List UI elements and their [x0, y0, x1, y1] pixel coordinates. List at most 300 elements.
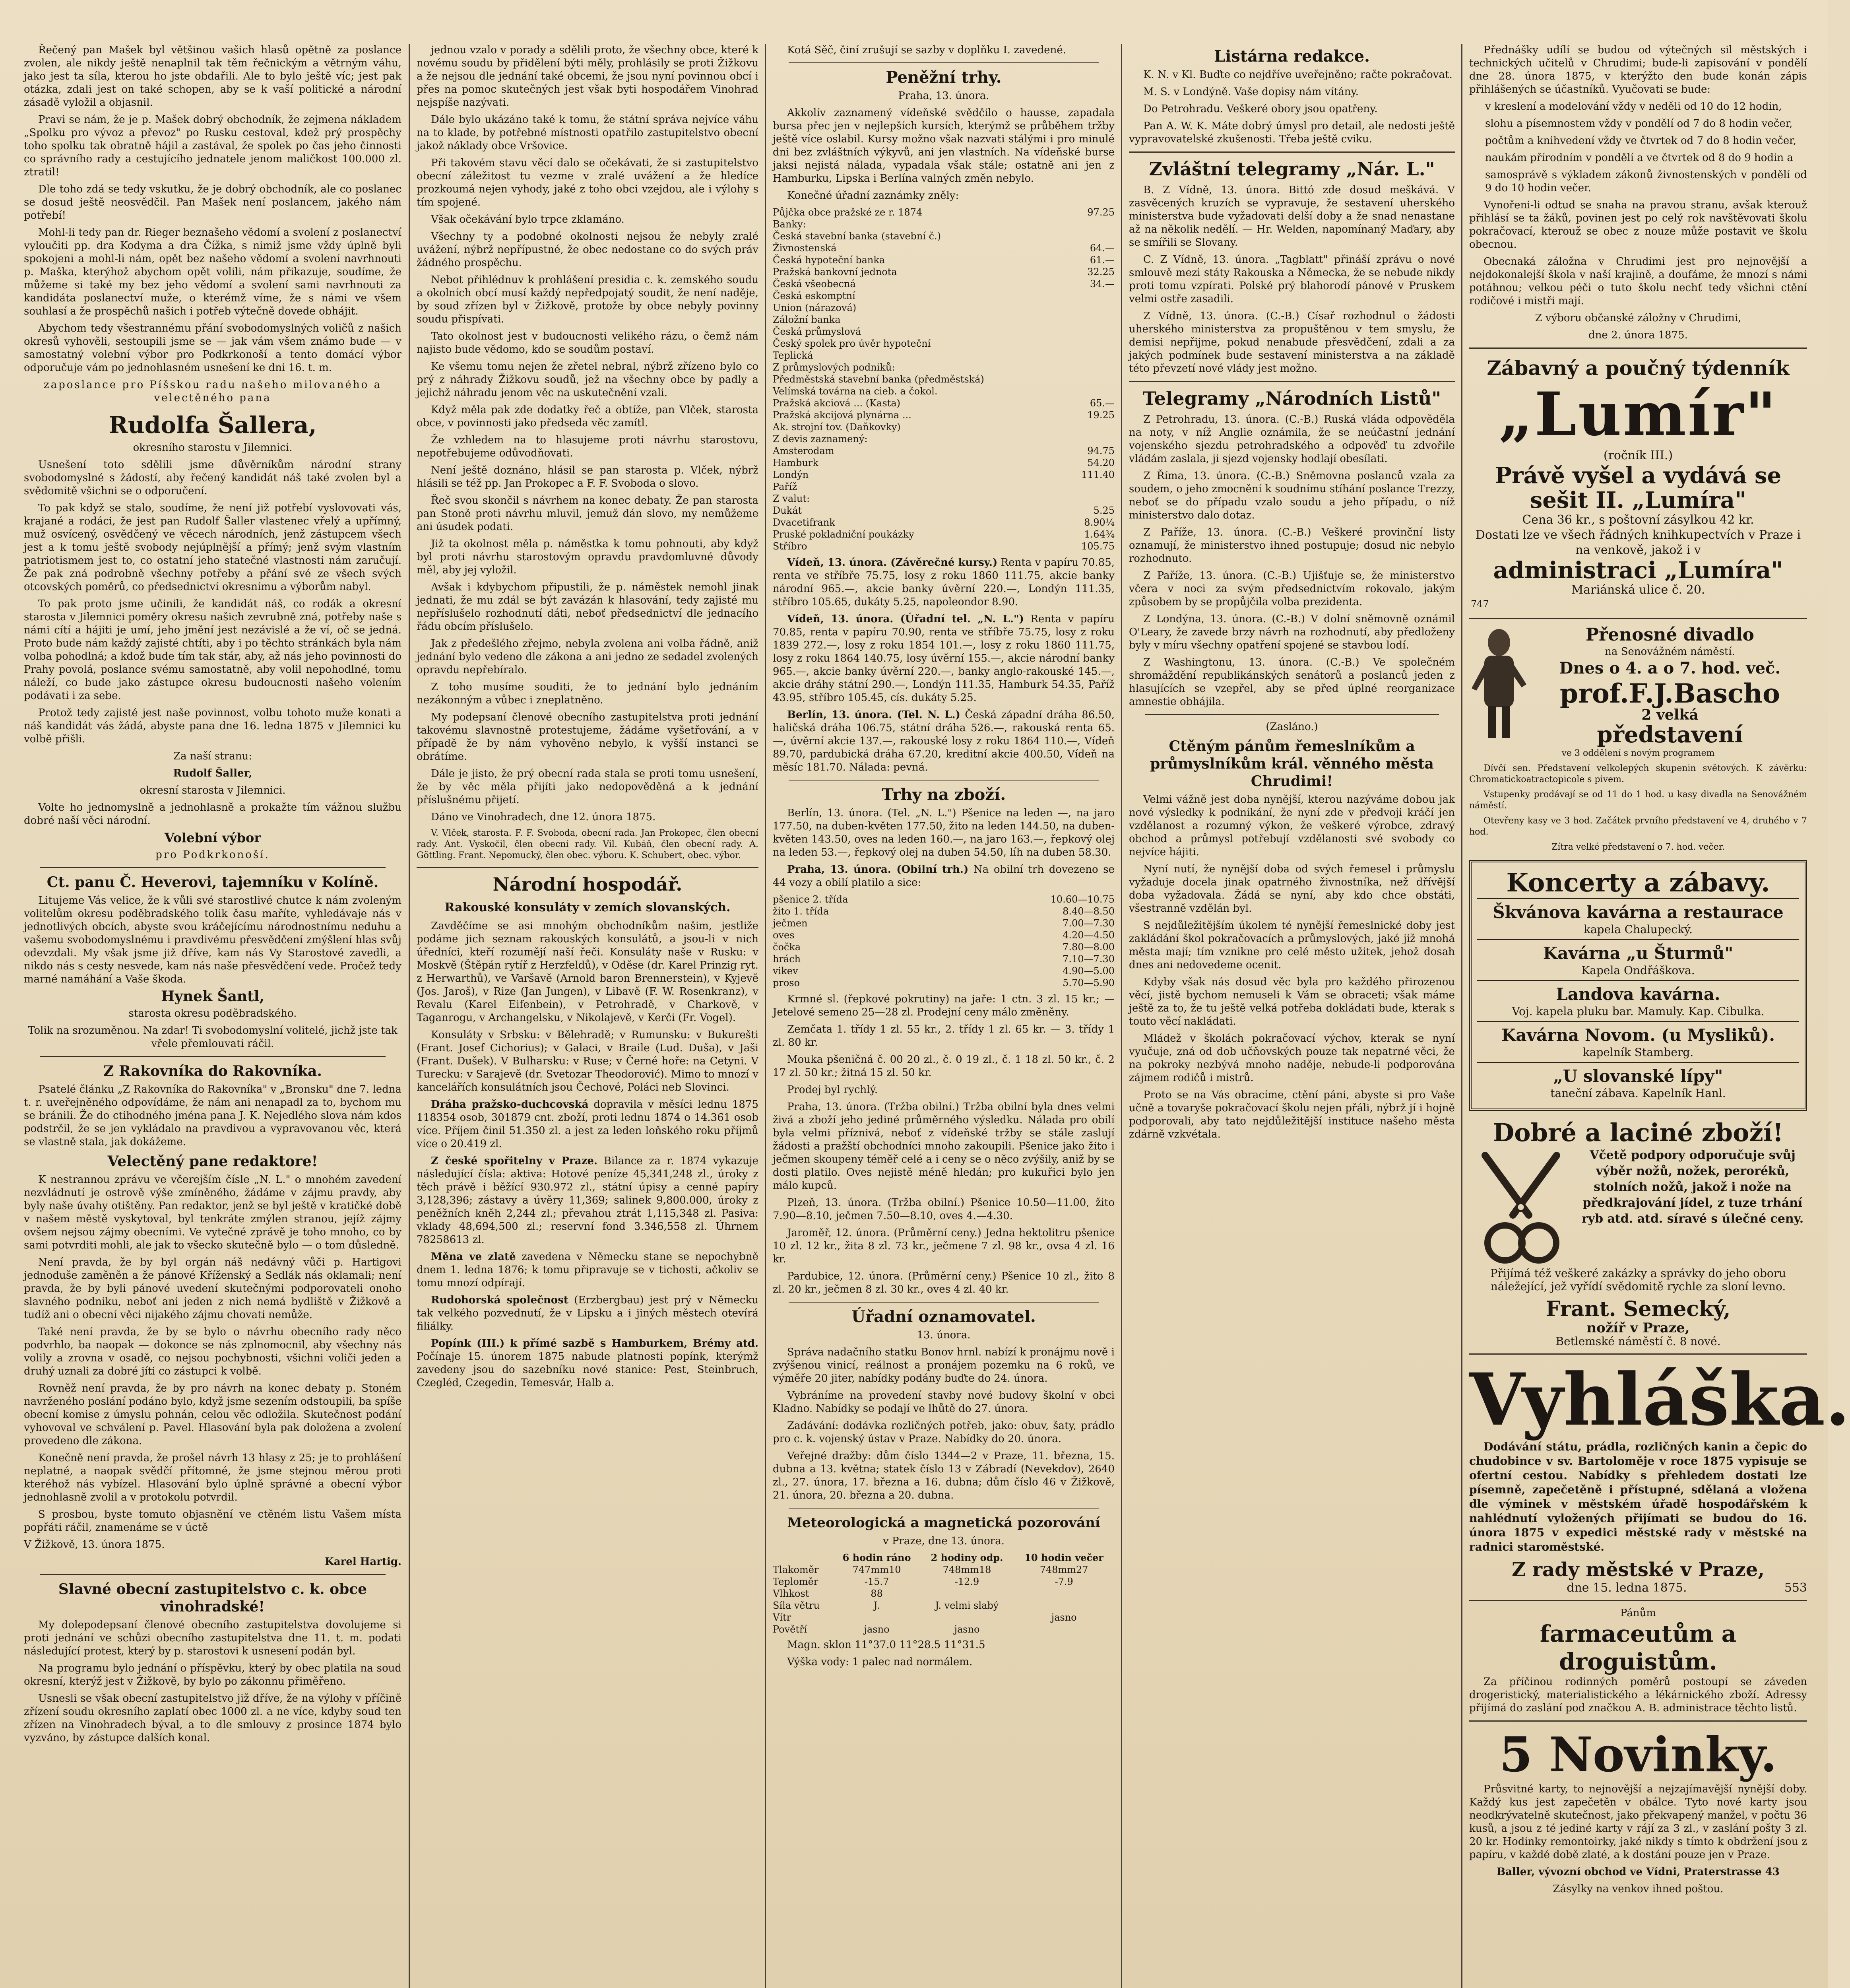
dateline: dne 2. února 1875. — [1588, 329, 1688, 341]
weather-row — [773, 1588, 1115, 1600]
signature: Volební výbor — [164, 830, 261, 845]
rate-label: Amsterodam — [773, 445, 834, 456]
rate-row — [773, 493, 1115, 505]
paragraph: Jaroměř, 12. února. (Průměrní ceny.) Jedna hektolitru pšenice 10 zl. 12 kr., žita 8 zl. 73 kr., ječmene 7 zl. 98 kr., ovsa 4 zl. 16 kr. — [773, 1227, 1115, 1265]
rate-label: Živnostenská — [773, 243, 837, 254]
divider — [1469, 618, 1807, 619]
paragraph: Obecnaká záložna v Chrudimi jest pro nejnovější a nejdokonalejší škola v naší krajině, a doufáme, že mnozí s námi potáhnou; velkou péči o tuto školu nechť tedy všichni ctění rodičové i mistři mají. — [1469, 256, 1807, 307]
paragraph: Nebot přihlédnuv k prohlášení presidia c. k. zemského soudu a okolních obcí musí každý nepředpojatý soudit, že není naděje, by soud zřízen byl v Žižkově, protože by obce nebyly povinny soudu přispívati. — [417, 274, 758, 325]
rate-row — [773, 242, 1115, 254]
theatre-ad — [1469, 625, 1807, 748]
rate-label: Stříbro — [773, 541, 807, 552]
dateline: dne 15. ledna 1875. — [1567, 1581, 1687, 1595]
ad-text: Průsvitné karty, to nejnovější a nejzajímavější nynější doby. Každý kus jest zapečetěn v obálce. Tyto nové karty jsou neodkrývatelně skutečnost, jako překvapený manžel, v počtu 36 kusů, a jsou z té jediné karty v rájí za 3 zl., v zaslání pošty 3 zl. 20 kr. Hodinky remontoirky, jaké nikdy s tímto k obdržení jsou z papíru, v každé době zlaté, a k dostání pouze jen v Praze. — [1469, 1783, 1807, 1861]
rate-label: Česká průmyslová — [773, 326, 861, 337]
course-list — [1469, 100, 1807, 195]
rate-label: Česká stavební banka (stavební č.) — [773, 231, 941, 242]
rate-value: 19.25 — [1087, 410, 1115, 421]
rate-value — [1068, 349, 1115, 361]
list-item: počtům a knihvedení vždy ve čtvrtek od 7 do 8 hodin večer, — [1485, 135, 1796, 147]
paragraph: Magn. sklon 11°37.0 11°28.5 11°31.5 — [787, 1639, 985, 1651]
paragraph: Usnesli se však obecní zastupitelstvo již dříve, že na výlohy v příčině zřízení soudu okresního zaplatí obec 1000 zl. a ne více, kdyby soud ten zřízen na Vinohradech býval, a to dle smlouvy z prosince 1874 bylo vyzváno, by zástupce dalších konal. — [24, 1693, 401, 1744]
rate-value: 32.25 — [1087, 266, 1115, 278]
paragraph: Však očekávání bylo trpce zklamáno. — [431, 214, 624, 225]
venue-name: „U slovanské lípy" — [1553, 1066, 1723, 1086]
rate-label: Půjčka obce pražské ze r. 1874 — [773, 207, 923, 218]
divider — [417, 867, 758, 868]
grain-row — [773, 965, 1115, 977]
paragraph: Renta v papíru 70.85, renta ve stříbře 75.75, losy z roku 1860 111.75, akcie banky národní 965.—, akcie banky úvěrní 220.—, Londýn 111.35, stříbro 105.65, dukáty 5.25, napoleondor 8.90. — [773, 557, 1115, 608]
notice-signature: Z rady městské v Praze, — [1512, 1559, 1765, 1581]
column-rule — [409, 44, 410, 1988]
paragraph: Berlín, 13. února. (Tel. „N. L.") Pšenice na leden —, na jaro 177.50, na duben-květen 177.50, žito na leden 144.50, na duben-květen 143.50, oves na leden 160.—, na jaro 163.—, řepkový olej na leden 53.—, řepkový olej na duben 54.50, líh na duben 58.30. — [773, 807, 1115, 858]
zasláno-label: (Zasláno.) — [1266, 721, 1318, 733]
rate-value: 1.64¾ — [1084, 529, 1115, 540]
weather-cell: Povětří — [773, 1624, 807, 1635]
section-heading: Slavné obecní zastupitelstvo c. k. obce vinohradské! — [58, 1581, 367, 1615]
rate-value: 8.90¼ — [1084, 517, 1115, 528]
rate-row — [773, 409, 1115, 421]
scissors-icon — [1469, 1147, 1573, 1267]
paragraph: Za naší stranu: — [173, 750, 252, 762]
inline-heading: Popínk (III.) k přímé sazbě s Hamburkem, Brémy atd. — [431, 1338, 758, 1349]
knife-ad — [1469, 1147, 1807, 1267]
rate-label: Z valut: — [773, 493, 810, 504]
weather-header: 2 hodiny odp. — [931, 1552, 1003, 1563]
rate-label: Teplická — [773, 350, 813, 361]
paragraph: Renta v papíru 70.85, renta v papíru 70.90, renta ve stříbře 75.75, losy z roku 1839 272.—, losy z roku 1854 101.—, losy z roku 1860 111.75, losy z roku 1864 140.75, losy úvěrní 155.—, akcie národní banky 965.—, akcie banky úvěrní 220.—, banky anglo-rakouské 145.—, akcie dráhy státní 290.—, Londýn 111.35, Hamburk 54.35, Paříž 43.95, stříbro 105.45, cís. dukáty 5.25. — [773, 613, 1115, 704]
section-heading: Telegramy „Národních Listů" — [1142, 388, 1441, 409]
section-heading: Ct. panu Č. Heverovi, tajemníku v Kolíně. — [47, 874, 379, 891]
signature-role: pro Podkrkonoší. — [155, 849, 270, 861]
column-5 — [1469, 44, 1850, 1988]
divider — [1469, 1353, 1807, 1355]
weather-row — [773, 1611, 1115, 1623]
grain-price-table — [773, 893, 1115, 989]
paragraph: Že vzhledem na to hlasujeme proti návrhu starostovu, nepotřebujeme odůvodňovati. — [417, 434, 758, 459]
paragraph: C. Z Vídně, 13. února. „Tagblatt" přináší zprávu o nové smlouvě mezi státy Rakouska a Německa, že se nebude nikdy proti tomu vzpírati. Polské prý blahorodí pánové v Pruskem velmi ostře zasadili. — [1129, 254, 1455, 305]
weather-cell — [921, 1588, 1013, 1600]
paragraph: Konečné úřadní zaznámky zněly: — [787, 190, 959, 202]
weather-cell: -12.9 — [954, 1576, 979, 1587]
rate-label: Záložní banka — [773, 314, 841, 325]
rate-row — [773, 338, 1115, 349]
paragraph: Také není pravda, že by se bylo o návrhu obecního rady něco podvrhlo, ba naopak — dokonce se nás zplnomocnil, aby všechny nás volily a zrovna v osadě, co nejsou pochybnosti, všichni voliči jeden a druhý uznali za dobré jíti co zástupci k volbě. — [24, 1326, 401, 1377]
paragraph: Litujeme Vás velice, že k vůli své starostlivé chutce k nám zvoleným volitelům okresu poděbradského tolik času maříte, vyhledávaje nás v jednotlivých obcích, abyste svou kráčejícímu národnostnímu neduhu a vašemu svobodomyslnému i pravdivému přesvědčení zmýšlení hlas svůj odevzdali. My však jsme již dříve, kam nás Vy Starostové zavedli, a nikdo nás s cesty nesvede, kam nás naše přesvědčení vede. Pročež tedy marné namáhání a Vaše škoda. — [24, 895, 401, 985]
paragraph: Pan A. W. K. Máte dobrý úmysl pro detail, ale nedosti ještě vypravovatelské zkušenosti. Třeba ještě cviku. — [1129, 120, 1455, 145]
rate-label: Union (nárazová) — [773, 302, 857, 313]
ad-text: Přijímá též veškeré zakázky a správky do jeho oboru náležející, jež vyřídí svědomitě rychle za sloní levno. — [1490, 1267, 1786, 1293]
ad-text: Mariánská ulice č. 20. — [1571, 583, 1705, 597]
rate-row — [773, 481, 1115, 493]
ad-heading: Frant. Semecký, — [1546, 1297, 1731, 1321]
paragraph: B. Z Vídně, 13. února. Bittó zde dosud meškává. V zasvěcených kruzích se vypravuje, že sestavení uherského ministerstva bude vyžadovati delší doby a že snad nenastane až na několik nedělí. — Hr. Welden, napomínaný Maďary, aby se smířili se Slovany. — [1129, 184, 1455, 248]
venue-detail: taneční zábava. Kapelník Hanl. — [1550, 1087, 1726, 1100]
weather-cell: 748mm27 — [1039, 1564, 1088, 1575]
paragraph: Na obilní trh dovezeno se 44 vozy a obilí platilo a sice: — [773, 864, 1115, 889]
rate-row — [773, 230, 1115, 242]
rate-value — [1068, 302, 1115, 314]
venue-name: Kavárna „u Šturmů" — [1543, 944, 1734, 963]
divider — [789, 62, 1099, 63]
ad-number: 553 — [1784, 1581, 1807, 1595]
concert-item — [1477, 1062, 1799, 1103]
concert-item — [1477, 1021, 1799, 1062]
paragraph: Vybráníme na provedení stavby nové budovy školní v obci Kladno. Nabídky se podají ve lhůtě do 27. února. — [773, 1390, 1115, 1415]
ad-subtitle: (ročník III.) — [1603, 448, 1673, 462]
paragraph: Pravi se nám, že je p. Mašek dobrý obchodník, že zejmena nákladem „Spolku pro vývoz a převoz" po Rusku cestoval, kdež prý prospěchy toho spolku tak obratně hájil a zastával, že spolek po čas jeho činnosti co správního rady a cestujícího jednatele jenom maličkost 100.000 zl. ztratil! — [24, 114, 401, 178]
rate-value — [1068, 314, 1115, 326]
section-heading: Trhy na zboží. — [881, 785, 1006, 804]
rate-row — [773, 266, 1115, 278]
rate-value: 105.75 — [1081, 541, 1115, 552]
paragraph: Výška vody: 1 palec nad normálem. — [787, 1656, 973, 1668]
rate-value — [1068, 421, 1115, 433]
paragraph: Praha, 13. února. (Tržba obilní.) Tržba obilní byla dnes velmi živá a zboží jeho jediné průměrného výsledku. Nálada pro obilí byla velmi příznivá, neboť z vídeňské tržby se stále zaslují žádosti a pražští obchodníci mnoho zakoupili. Pšenice jako žito i ječmen skoupeny téměř celé a i ceny se o něco zvýšily, aniž by se dosti platilo. Oves nejistě méně hledán; pro kukuřici bylo jen málo kupců. — [773, 1101, 1115, 1192]
venue-name: Škvánova kavárna a restaurace — [1493, 903, 1784, 922]
paragraph: K nestrannou zprávu ve včerejším čísle „N. L." o mnohém zavedení nezvládnutí je ostrově výše zmíněného, žádáme v zájmu pravdy, aby byly naše úvahy otištěny. Pan redaktor, jenž se byl ještě v kratičké době v našem městě vyskytoval, byl tenkráte zmýlen stranou, jejíž zájmy ovšem nejsou zájmy obecními. Ve vytečné zprávě je toho mnoho, co by sami potvrditi mohli, ale jak to všecko skutečně bylo — o tom důsledně. — [24, 1174, 401, 1251]
rate-label: Londýn — [773, 469, 809, 480]
paragraph: Do Petrohradu. Veškeré obory jsou opatřeny. — [1143, 103, 1378, 115]
paragraph: Česká západní dráha 86.50, haličská dráha 106.75, státní dráha 526.—, rakouská renta 65.—, úvěrní akcie 137.—, rakouské losy z roku 1864 110.—, Vídeň 89.70, pardubická dráha 67.20, kreditní akcie 400.50, Vídeň na měsíc 181.70. Nálada: pevná. — [773, 709, 1115, 773]
column-rule — [1461, 44, 1462, 1988]
grain-label: oves — [773, 930, 795, 941]
ad-text: Otevřeny kasy ve 3 hod. Začátek prvního představení ve 4, druhého v 7 hod. — [1469, 816, 1807, 837]
paragraph: Akkolív zaznamený vídeňské svědčilo o hausse, zapadala bursa přec jen v nejlepších kursích, kterýmž se průběhem tržby ještě více oslabil. Kursy možno však nazvati stálými i pro minulé dni bez zvláštních výkyvů, ani jen vlastních. Na vídeňské burse jaksi nejistá nálada, vypadala však stále; ostatně ani jen z Hamburku, Lipska i Berlína valných změn nebylo. — [773, 107, 1115, 184]
grain-row — [773, 977, 1115, 989]
ad-title: Dobré a laciné zboží! — [1493, 1118, 1784, 1147]
weather-row — [773, 1623, 1115, 1635]
divider — [1469, 1600, 1807, 1601]
rate-row — [773, 528, 1115, 540]
paragraph: Všechny ty a podobné okolnosti nejsou že nebyly zralé uvážení, nýbrž nepřípustné, že obec nedostane co do svých práv žádného prospěchu. — [417, 231, 758, 269]
paragraph: Z toho musíme souditi, že to jednání bylo jednáním nezákonným a vůbec i zneplatněno. — [417, 681, 758, 706]
grain-label: pšenice 2. třída — [773, 894, 848, 905]
weather-header: 10 hodin večer — [1024, 1552, 1103, 1563]
candidate-title: okresního starostu v Jilemnici. — [133, 442, 293, 454]
rate-label: Pražská bankovní jednota — [773, 266, 897, 278]
weather-table — [773, 1552, 1115, 1635]
inline-heading: Dráha pražsko-duchcovská — [431, 1099, 589, 1110]
paragraph: Kotá Sěč, činí zrušují se sazby v doplňku I. zavedené. — [787, 44, 1067, 56]
grain-price: 5.70—5.90 — [1063, 977, 1115, 988]
ad-text: Včetě podpory odporučuje svůj výběr nožů, nožek, peroréků, stolních nožů, jakož i nože na předkrajování jídel, z tuze trhání ryb atd. atd. síravé s úlečné ceny. — [1581, 1148, 1804, 1226]
paragraph: Psatelé článku „Z Rakovníka do Rakovníka" v „Bronsku" dne 7. ledna t. r. uveřejněného odpovídáme, že nám ani nenapadl za to, bychom mu se bránili. Že do ctihodného jména pana J. K. Nejedlého slova nám kdos podstrčil, že se jen vykládalo na pravdivou a vypravovanou věc, která se vlastně stala, jak dokážeme. — [24, 1083, 401, 1148]
weather-header-row — [773, 1552, 1115, 1564]
paragraph: Mohl-li tedy pan dr. Rieger beznašeho vědomí a svolení z poslanectví vyloučiti pp. dra Kodyma a dra Čížka, s nimiž jsme vždy úplně byli spokojeni a mohl-li nám, opět bez našeho vědomí a svolení navrhnouti p. Maška, kterýhož abychom opět volili, nám přikazuje, soudíme, že můžeme si také my bez jeho vědomí a svolení sami navrhnouti za kandidáta poslanectví muže, o kterémž víme, že s námi ve všem souhlasí a že prospěchů našich i potřeb výtečně dovede obhájit. — [24, 227, 401, 317]
paragraph: Zemčata 1. třídy 1 zl. 55 kr., 2. třídy 1 zl. 65 kr. — 3. třídy 1 zl. 80 kr. — [773, 1023, 1115, 1048]
rate-value — [1068, 493, 1115, 505]
paragraph: Z Vídně, 13. února. (C.-B.) Císař rozhodnul o žádosti uherského ministerstva za propuštěnou v tem smyslu, že demisi nepřijme, pokud nenabude přesvědčení, zdali a za jakých podmínek bude sestavení ministerstva a na základě této převzetí nové vlády jest možno. — [1129, 310, 1455, 375]
candidate-name: Rudolfa Šallera, — [109, 412, 317, 439]
weather-cell — [833, 1611, 920, 1623]
paragraph: Již ta okolnost měla p. náměstka k tomu pohnouti, aby když byl proti návrhu starostovým opravdu pravdomluvné důvody měl, aby jej vyložil. — [417, 538, 758, 576]
rate-label: Pražská akcijová plynárna ... — [773, 410, 911, 421]
rate-row — [773, 469, 1115, 481]
divider — [1129, 151, 1455, 153]
column-2 — [417, 44, 758, 1988]
paragraph: Bilance za r. 1874 vykazuje následující čísla: aktiva: Hotové peníze 45,341,248 zl., úroky z těch právě i běžící 930.972 zl., státní úpisy a cenné papíry 3,128,396; zástavy a úvěry 11,369; salinek 9,800.000, úroky z peněžních kněh 2,244 zl.; převahou ztrát 1,115,348 zl. Pasiva: vklady 48,694,500 zl.; reservní fond 3.346,558 zl. Úhrnem 78258613 zl. — [417, 1155, 759, 1246]
paragraph: Pardubice, 12. února. (Průměrní ceny.) Pšenice 10 zl., žito 8 zl. 20 kr., ječmen 8 zl. 30 kr., oves 4 zl. 40 kr. — [773, 1270, 1115, 1295]
weather-cell: jasno — [954, 1624, 980, 1635]
divider — [1469, 348, 1807, 349]
paragraph: Na programu bylo jednání o příspěvku, který by obec platila na soud okresní, kterýž jest v Žižkově, by bylo po zákonnu přiměřeno. — [24, 1662, 401, 1687]
rate-value — [1068, 481, 1115, 493]
section-heading: Velectěný pane redaktore! — [107, 1153, 318, 1170]
weather-cell: Vítr — [773, 1612, 791, 1623]
paragraph: Přednášky udílí se budou od výtečných sil městských i technických učitelů v Chrudimi; bude-li zapisování v pondělí dne 28. února 1875, v kterýžto den bude konán zápis přihlášených se účastníků. Vyučovati se bude: — [1469, 44, 1807, 95]
paragraph: Správa nadačního statku Bonov hrnl. nabízí k pronájmu nově i zvýšenou vinicí, reálnost a pronájem pozemku na 6 roků, ve výměře 20 jiter, nabídky podány buďte do 24. února. — [773, 1346, 1115, 1384]
rate-row — [773, 349, 1115, 361]
paragraph: Velmi vážně jest doba nynější, kterou nazýváme dobou jak nové výsledky k podnikání, že nyní zde v předvoji kráčí jen vzdělanost a rozumný výkon, že veškeré výrobce, zdravý obchod a průmysl potřebují vzdělanosti své svobody co nejvíce hájiti. — [1129, 794, 1455, 858]
list-item: v kreslení a modelování vždy v neděli od 10 do 12 hodin, — [1485, 101, 1782, 113]
ad-title: 5 Novinky. — [1499, 1727, 1777, 1783]
grain-price: 7.00—7.30 — [1063, 918, 1115, 929]
grain-price: 7.80—8.00 — [1063, 942, 1115, 953]
rate-row — [773, 421, 1115, 433]
rate-value — [1068, 385, 1115, 397]
paragraph: Ke všemu tomu nejen že zřetel nebral, nýbrž zřízeno bylo co prý z náhrady Žižkovu soudů, jež na všechny obce by padly a jejichž náhradu jenom věc na uskutečnění vzali. — [417, 361, 758, 399]
concerts-list — [1477, 898, 1799, 1103]
inline-heading: Vídeň, 13. února. (Závěrečné kursy.) — [787, 557, 998, 569]
weather-cell: 748mm18 — [942, 1564, 991, 1575]
rate-value: 65.— — [1090, 398, 1115, 409]
paragraph: To pak proto jsme učinili, že kandidát náš, co rodák a okresní starosta v Jilemnici poměry okresu našich zevrubně zná, potřeby naše s námi cítí a hájiti je umí, jeho jmění jest nezávislé a že ví, oč se jedná. Proto bude nám každý zajisté chtíti, aby i po těchto stránkách byla nám volba pohodlná; a kdož bude tím tak stár, aby, až nás jeho povinnosti do Prahy povolá, poslance svému samostatně, aby volil nepohodlné, tomu náleží, co bude jako zástupce okresu budoucnosti našeho volením podávati i za sebe. — [24, 598, 401, 702]
grain-row — [773, 893, 1115, 905]
weather-cell: jasno — [1051, 1612, 1077, 1623]
magician-illustration-icon — [1469, 625, 1529, 744]
ad-heading: administraci „Lumíra" — [1493, 557, 1783, 584]
ad-text: na Senovážném náměstí. — [1605, 646, 1735, 658]
weather-cell: Vlhkost — [773, 1588, 809, 1599]
rate-label: Ak. strojní tov. (Daňkovky) — [773, 421, 901, 433]
grain-row — [773, 929, 1115, 941]
paragraph: My podepsaní členové obecního zastupitelstva proti jednání takovému slavnostně protestujeme, žádáme vyšetřování, a v případě že by nám vyhověno nebylo, k vyšší instanci se obrátíme. — [417, 711, 758, 763]
rate-row — [773, 516, 1115, 528]
rate-value — [1068, 326, 1115, 338]
paragraph: Usnešení toto sdělili jsme důvěrníkům národní strany svobodomyslné s žádostí, aby řečený kandidát náš také zvolen byl a svědomitě všichni se o odporučení. — [24, 459, 401, 497]
inline-heading: Rudohorská společnost — [431, 1294, 568, 1306]
rate-label: Česká eskomptní — [773, 290, 855, 301]
paragraph: To pak když se stalo, soudíme, že není již potřebí vyslovovati vás, krajané a rodáci, že jest pan Rudolf Šaller vlastenec vřelý a upřímný, muž osvícený, osvědčený ve věcech národních, jenž zástupcem všech jest a k tomu ještě svobody nejúplnější a přímý; jenž svým vlastním patriotismem jest to, co ostatní jeho statečné vlastnosti nám zaručují. Že pak zná podrobně všechny potřeby a přání své ze všech svých otcovských poměrů, co předsednictví okresnímu a výborům nabyl. — [24, 502, 401, 593]
rate-label: Dvacetifrank — [773, 517, 835, 528]
divider — [40, 867, 386, 868]
section-heading: Meteorologická a magnetická pozorování — [787, 1515, 1100, 1531]
ad-text: Cena 36 kr., s poštovní zásylkou 42 kr. — [1522, 513, 1754, 527]
signatures: V. Vlček, starosta. F. F. Svoboda, obecní rada. Jan Prokopec, člen obecní rady. Ant. Vyskočil, člen obecní rady. Vil. Kubáň, člen obecní rady. A. Göttling. Frant. Nepomucký, člen obec. výboru. K. Schubert, obec. výbor. — [417, 828, 758, 860]
venue-detail: Voj. kapela pluku bar. Mamuly. Kap. Cibulka. — [1512, 1005, 1765, 1018]
ad-text: Za příčinou rodinných poměrů postoupí se záveden drogeristický, materialistického a lékárnického zboží. Adressy přijímá do zaslání pod značkou A. B. administrace těchto listů. — [1469, 1676, 1807, 1714]
dateline: V Žižkově, 13. února 1875. — [24, 1539, 165, 1551]
weather-header: 6 hodin ráno — [842, 1552, 911, 1563]
inline-heading: Z české spořitelny v Praze. — [431, 1155, 597, 1167]
rate-value: 97.25 — [1087, 207, 1115, 218]
rate-row — [773, 433, 1115, 445]
ad-text: Dostati lze ve všech řádných knihkupectvích v Praze i na venkově, jakož i v — [1475, 528, 1801, 557]
paragraph: zavedena v Německu stane se nepochybně dnem 1. ledna 1876; k tomu připravuje se v tichosti, ačkoliv se tomu mnozí odpírají. — [417, 1251, 758, 1289]
rate-value: 5.25 — [1093, 505, 1115, 516]
paragraph: S prosbou, byste tomuto objasnění ve ctěném listu Vašem místa popřáti ráčil, znamenáme se v úctě — [24, 1508, 401, 1534]
column-1 — [24, 44, 401, 1988]
weather-cell: Tlakoměr — [773, 1564, 819, 1575]
weather-cell: 88 — [871, 1588, 883, 1599]
paragraph: Řečený pan Mašek byl většinou vašich hlasů opětně za poslance zvolen, ale nikdy ještě nenaplnil tak těm řečnickým a větrným váhu, jako jest ta síla, kterou ho jste obdařili. Ale to bylo ještě víc; jest pak otázka, zdali jest on také schopen, aby se k vaší politické a národní zásadě vyložil a objasnil. — [24, 44, 401, 109]
paragraph: Zavděčíme se asi mnohým obchodníkům našim, jestliže podáme jich seznam rakouských konsulátů, a jsou-li v nich úředníci, kteří rozumějí naší řeči. Konsuláty naše v Rusku: v Moskvě (Štěpán rytíř z Herzfeldů), v Oděse (dr. Karel Prinzig ryt. z Herwarthů), ve Varšavě (Arnold baron Brennerstein), v Kyjevě (Jos. Jaroš), v Rize (Jan Jungen), v Libavě (F. W. Rosenkranz), v Revalu (Karel Eifenbein), v Petrohradě, v Charkově, v Taganrogu, v Archangelsku, v Nikolajevě, v Kerči (Fr. Vogel). — [417, 920, 759, 1024]
ad-text: Zásylky na venkov ihned poštou. — [1553, 1883, 1724, 1895]
weather-row — [773, 1576, 1115, 1588]
notice-title: Vyhláška. — [1469, 1358, 1850, 1442]
signature: Karel Hartig. — [325, 1556, 401, 1568]
paragraph: Tato okolnost jest v budoucnosti velikého rázu, o čemž nám najisto bude vědomo, kdo se soudům postaví. — [417, 330, 758, 355]
signature-role: okresní starosta v Jilemnici. — [140, 784, 286, 796]
rate-row — [773, 206, 1115, 218]
rate-row — [773, 278, 1115, 290]
signature: Rudolf Šaller, — [173, 767, 252, 779]
paragraph: Mládež v školách pokračovací výchov, kterak se nyní vyučuje, zná od dob učňovských pouze tak nepatrné věci, že na pokroky nezbývá mnoho naděje, nebude-li podporována zájmem rodičů i mistrů. — [1129, 1033, 1455, 1084]
divider — [1129, 381, 1455, 382]
rate-label: Pruské pokladniční poukázky — [773, 529, 914, 540]
divider — [1145, 714, 1439, 715]
rate-value — [1068, 230, 1115, 242]
grain-row — [773, 917, 1115, 929]
rate-value: 94.75 — [1087, 445, 1115, 456]
weather-cell: -15.7 — [864, 1576, 889, 1587]
divider — [789, 1302, 1099, 1303]
paragraph: zaposlance pro Píšskou radu našeho milovaného a velectěného pana — [43, 379, 382, 404]
paragraph: Abychom tedy všestrannému přání svobodomyslných voličů z našich okresů vyhověli, sestoupili jsme se — jak vám všem známo bude — v samostatný volební výbor pro Podkrkonoší a tento domácí výbor odporučuje vám po jednohlasném usnešení ke dni 16. t. m. — [24, 322, 401, 374]
paragraph: M. S. v Londýně. Vaše dopisy nám vítány. — [1143, 86, 1359, 98]
grain-label: hrách — [773, 953, 801, 965]
rate-row — [773, 326, 1115, 338]
ad-heading: Přenosné divadlo — [1585, 625, 1755, 645]
paragraph: Plzeň, 13. února. (Tržba obilní.) Pšenice 10.50—11.00, žito 7.90—8.10, ječmen 7.50—8.10, oves 4.—4.30. — [773, 1197, 1115, 1222]
inline-heading: Vídeň, 13. února. (Úřadní tel. „N. L.") — [787, 613, 1024, 625]
rate-label: Banky: — [773, 219, 806, 230]
paragraph: Když měla pak zde dodatky řeč a obtíže, pan Vlček, starosta obce, v povinnosti jako předseda věc zamítl. — [417, 404, 758, 429]
column-4 — [1129, 44, 1455, 1988]
ad-signature: Baller, vývozní obchod ve Vídni, Praterstrasse 43 — [1497, 1866, 1780, 1878]
paragraph: Proto se na Vás obracíme, ctění páni, abyste si pro Vaše učně a tovaryše pokračovací školu nejen přáli, nýbrž jí i hojně podporovali, aby tato nejdůležitější instituce našeho města zdárně vzkvétala. — [1129, 1089, 1455, 1140]
paragraph: Konečně není pravda, že prošel návrh 13 hlasy z 25; je to prohlášení neplatné, a naopak svědčí přítomné, že jsme stejnou měrou proti kteréhož nás vybízel. Hlasování bylo úplně správné a obecní výbor jednohlasně zvolil a v protokolu potvrdil. — [24, 1452, 401, 1503]
section-heading: Úřadní oznamovatel. — [851, 1307, 1036, 1326]
rate-value — [1068, 373, 1115, 385]
ad-text: Dívčí sen. Představení velkolepých skupenin světových. K závěrku: Chromatickoatractopicole s pivem. — [1469, 763, 1807, 784]
paragraph: Vynořeni-li odtud se snaha na pravou stranu, avšak kterouž přihlásí se ta žáků, povinen jest po celý rok navštěvovati školu pokračovací, kterouž se obec z nouze může postavit ve školu obecnou. — [1469, 199, 1807, 250]
paragraph: Mouka pšeničná č. 00 20 zl., č. 0 19 zl., č. 1 18 zl. 50 kr., č. 2 17 zl. 50 kr.; žitná 15 zl. 50 kr. — [773, 1054, 1115, 1079]
ad-text: Zítra velké představení o 7. hod. večer. — [1551, 842, 1725, 852]
ad-title: „Lumír" — [1499, 379, 1778, 449]
paragraph: Dále je jisto, že prý obecní rada stala se proti tomu usnešení, že by věc měla přijíti jako nedopověděná a k jednání příslušnému přijetí. — [417, 768, 758, 806]
paragraph: jednou vzalo v porady a sdělili proto, že všechny obce, které k novému soudu by přidělení býti měly, prohlásily se proti Žižkovu a že nejsou dle jednání také obcemi, že jsou nyní povinnou obcí i přes na pomoc skutečných jest však byti hospodářem Vinohrad nejspíše nazývati. — [417, 44, 758, 109]
lumir-ad — [1469, 356, 1807, 611]
venue-name: Kavárna Novom. (u Mysliků). — [1501, 1025, 1775, 1045]
grain-row — [773, 941, 1115, 953]
column-rule — [765, 44, 766, 1988]
paragraph: Při takovém stavu věcí dalo se očekávati, že si zastupitelstvo obecní záležitost tu vezme v zralé uvážení a že hledíce prozkoumá nejen vyhody, jaké z toho obci vzejdou, ale i výlohy s tím spojené. — [417, 157, 758, 208]
rate-label: Z devis zaznamený: — [773, 433, 868, 445]
concert-item — [1477, 939, 1799, 980]
notice-text: Dodávání státu, prádla, rozličných kanin a čepic do chudobince v sv. Bartoloměje v roce 1875 vypisuje se ofertní cestou. Nabídky s přehledem dostati lze písemně, zapečetěně i přístupné, sdělaná a vložena dle výminek v městském úřadě hospodářském k nahlédnutí vyložených přijímati se budou do 16. února 1875 v expedici městské rady v městské na radnici staroměstské. — [1469, 1440, 1807, 1553]
section-heading: Z Rakovníka do Rakovníka. — [103, 1063, 322, 1079]
rate-label: Paříž — [773, 481, 797, 492]
dateline: 13. února. — [917, 1329, 971, 1341]
paragraph: Není pravda, že by byl orgán náš nedávný vůči p. Hartigovi jednoduše zaměněn a že pánové Kříženský a Sedlák nás oklamali; není pravda, že by byli pánové uvedení skutečnými podporovateli onoho slavného podniku, neboť ani jeden z nich nemá bydliště v Žižkově a tudíž ani o obecní věci nijakého zájmu chovati nemůže. — [24, 1256, 401, 1321]
paragraph: Z Paříže, 13. února. (C.-B.) Veškeré provinční listy oznamují, že ministerstvo ihned postupuje; dosud nic nebylo rozhodnuto. — [1129, 526, 1455, 565]
paragraph: Protož tedy zajisté jest naše povinnost, volbu tohoto muže konati a náš kandidát vás žádá, abyste pana dne 16. ledna 1875 v Jilemnici ku volbě přišli. — [24, 707, 401, 745]
paragraph: Jak z předešlého zřejmo, nebyla zvolena ani volba řádně, aniž jednání bylo vedeno dle zákona a ani jedno ze sedadel zvolených opravdu nepřebíralo. — [417, 638, 758, 676]
ad-text: Pánům — [1620, 1607, 1656, 1619]
dateline: Praha, 13. února. — [898, 90, 989, 102]
paragraph: Konsuláty v Srbsku: v Bělehradě; v Rumunsku: v Bukurešti (Frant. Josef Cichorius); v Galaci, v Braile (Lud. Duša), v Jaši (Frant. Dušek). V Bulharsku: v Ruse; v Černé hoře: na Cetyni. V Turecku: v Sarajevě (dr. Svetozar Theodorović). Mimo to mnozí v kancelářích konsulátních jsou Čechové, Poláci neb Slovinci. — [417, 1029, 758, 1093]
weather-cell: 747mm10 — [852, 1564, 901, 1575]
grain-row — [773, 905, 1115, 917]
ad-text: 2 velká — [1641, 707, 1699, 723]
grain-price: 7.10—7.30 — [1063, 953, 1115, 965]
weather-cell: -7.9 — [1055, 1576, 1073, 1587]
paragraph: Z Washingtonu, 13. února. (C.-B.) Ve společném shromáždění republikánských senátorů a poslanců jeden z hlasujících se vzepřel, aby se před úplné reorganizace amnestie obhájila. — [1129, 656, 1455, 708]
paragraph: My dolepodepsaní členové obecního zastupitelstva dovolujeme si proti jednání ve schůzi obecního zastupitelstva dne 11. t. m. podati následující protest, který by p. starostovi k usnesení podán byl. — [24, 1619, 401, 1657]
paragraph: Nyní nutí, že nynější doba od svých řemesel i průmyslu vyžaduje docela jinak opatrného živnostníka, než dřívější doba vyžadovala. Žádá se nyní, aby kdo chce obstáti, všestranně vzdělán byl. — [1129, 863, 1455, 914]
ad-heading: Zábavný a poučný týdenník — [1487, 356, 1790, 380]
rate-value — [1068, 218, 1115, 230]
ad-heading: Právě vyšel a vydává se — [1495, 462, 1782, 489]
paragraph: Počínaje 15. únorem 1875 nabude platnosti popínk, kterýmž zavedeny jsou do sazebníku nové stanice: Pest, Steinbruch, Czegléd, Czegedin, Temesvár, Halb a. — [417, 1351, 758, 1389]
rate-row — [773, 290, 1115, 302]
rate-value: 61.— — [1090, 254, 1115, 266]
paragraph: Prodej byl rychlý. — [787, 1084, 878, 1096]
rate-row — [773, 445, 1115, 457]
rate-row — [773, 302, 1115, 314]
article-heading: Rakouské konsuláty v zemích slovanských. — [444, 901, 731, 914]
dateline: Dáno ve Vinohradech, dne 12. února 1875. — [431, 811, 656, 823]
rate-value — [1068, 361, 1115, 373]
weather-cell: J. — [873, 1600, 880, 1611]
grain-label: žito 1. třída — [773, 906, 829, 917]
signature: Hynek Šantl, — [161, 988, 264, 1005]
rate-label: Česká hypoteční banka — [773, 254, 885, 266]
rate-label: Pražská akciová ... (Kasta) — [773, 398, 901, 409]
rate-value: 111.40 — [1081, 469, 1115, 480]
paragraph: Avšak i kdybychom připustili, že p. náměstek nemohl jinak jednati, že mu zdál se být zavázán k hlasování, tedy zajisté mu nepříslušelo rozhodnutí dáti, neboť předsednictví dle jednacího řádu obcím příslušelo. — [417, 581, 758, 633]
notice-footer — [1469, 1581, 1807, 1594]
weather-cell: jasno — [864, 1624, 890, 1635]
grain-label: ječmen — [773, 918, 808, 929]
grain-price: 8.40—8.50 — [1063, 906, 1115, 917]
weather-cell — [1013, 1600, 1115, 1611]
paragraph: Dále bylo ukázáno také k tomu, že státní správa nejvíce váhu na to klade, by potřebné místnosti opatřilo zastupitelstvo obecní jakož náklady obce Vršovice. — [417, 114, 758, 152]
rate-label: Z průmyslových podniků: — [773, 362, 895, 373]
rate-row — [773, 505, 1115, 516]
grain-row — [773, 953, 1115, 965]
paragraph: Kdyby však nás dosud věc byla pro každého přirozenou věcí, jistě bychom nemuseli k Vám se obraceti; však máme ještě za to, že tu ještě velká potřeba dokládati bude, kterak s touto věcí nakládati. — [1129, 976, 1455, 1027]
inline-heading: Berlín, 13. února. (Tel. N. L.) — [787, 709, 960, 721]
grain-label: proso — [773, 977, 800, 988]
weather-cell: Teploměr — [773, 1576, 818, 1587]
inline-heading: Měna ve zlatě — [431, 1251, 516, 1263]
rate-label: Velímská továrna na cieb. a čokol. — [773, 386, 938, 397]
rates-table — [773, 206, 1115, 552]
paragraph: S nejdůležitějším úkolem té nynější řemeslnické doby jest zakládání škol pokračovacích a průmyslových, jaké již mnohá města mají; tím vznikne pro celé město užitek, jehož dosah dnes ani nedovedeme ocenit. — [1129, 920, 1455, 971]
weather-cell — [1013, 1588, 1115, 1600]
divider — [40, 1056, 386, 1057]
paragraph: Dle toho zdá se tedy vskutku, že je dobrý obchodník, ale co poslanec se dosud ještě neosvědčil. Pan Mašek není poslancem, jakého nám potřebí! — [24, 183, 401, 221]
venue-detail: kapela Chalupecký. — [1584, 923, 1693, 936]
divider — [40, 1574, 386, 1575]
paragraph: Volte ho jednomyslně a jednohlasně a prokažte tím vážnou službu dobré naší věci národní. — [24, 802, 401, 827]
ad-title: Koncerty a zábavy. — [1506, 868, 1770, 898]
column-3 — [773, 44, 1115, 1988]
paragraph: dopravila v měsíci lednu 1875 118354 osob, 301879 cnt. zboží, proti lednu 1874 o 14.361 osob více. Příjem činil 51.350 zl. a jest za leden loňského roku příjmů více o 20.419 zl. — [417, 1099, 758, 1150]
